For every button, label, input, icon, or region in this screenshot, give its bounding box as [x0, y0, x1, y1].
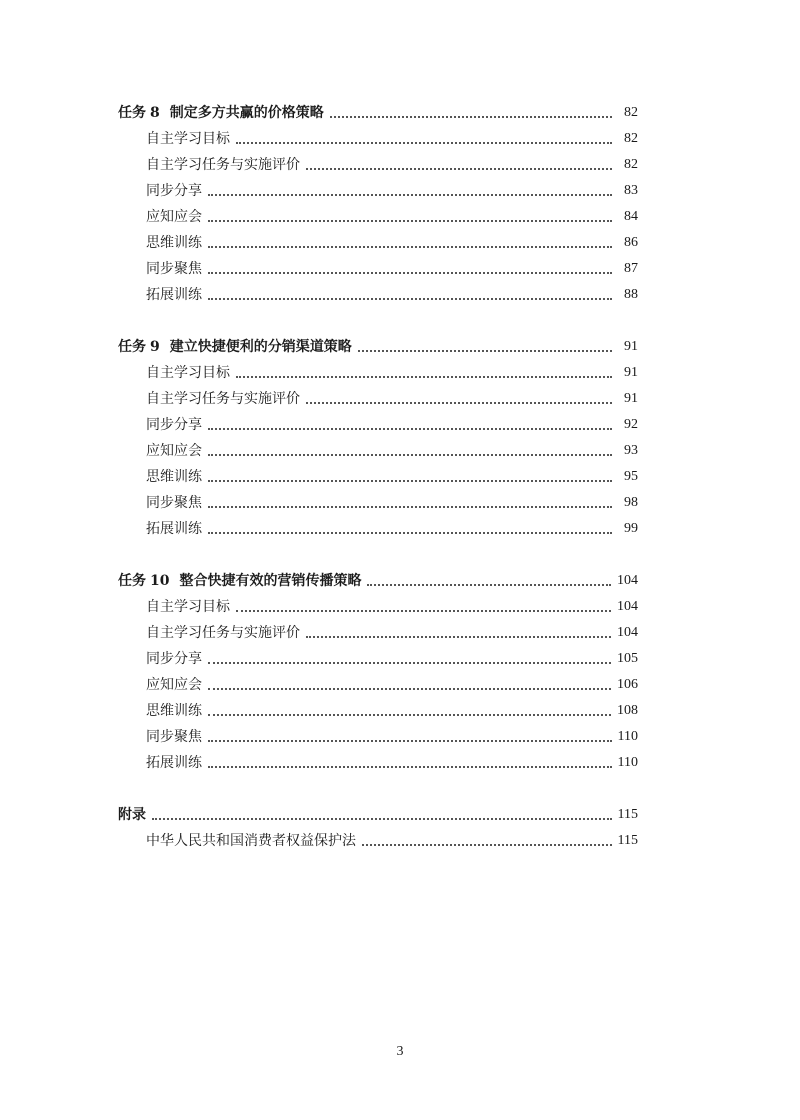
- chapter-label: 任务: [118, 573, 146, 589]
- entry-title: 同步分享: [146, 417, 202, 433]
- toc-section: [118, 334, 638, 542]
- chapter-label: 任务: [118, 339, 146, 355]
- entry-page-number: 106: [617, 677, 638, 692]
- dot-leader: [367, 583, 611, 586]
- dot-leader: [208, 245, 612, 248]
- dot-leader: [306, 635, 611, 638]
- toc-entry[interactable]: [118, 620, 638, 646]
- entry-page-number: 83: [624, 183, 638, 198]
- entry-title: 自主学习任务与实施评价: [146, 625, 300, 641]
- entry-page-number: 82: [624, 131, 638, 146]
- entry-page-number: 115: [617, 833, 638, 848]
- toc-entry[interactable]: [118, 490, 638, 516]
- chapter-page-number: 104: [617, 573, 638, 588]
- entry-page-number: 91: [624, 365, 638, 380]
- entry-title: 思维训练: [146, 703, 202, 719]
- dot-leader: [358, 349, 612, 352]
- chapter-title: 制定多方共赢的价格策略: [169, 105, 324, 121]
- entry-title: 拓展训练: [146, 755, 202, 771]
- entry-page-number: 104: [617, 625, 638, 640]
- toc-entry[interactable]: [118, 464, 638, 490]
- toc-entry[interactable]: [118, 750, 638, 776]
- dot-leader: [208, 271, 612, 274]
- toc-entry[interactable]: [118, 828, 638, 854]
- dot-leader: [208, 297, 612, 300]
- chapter-number: 8: [150, 105, 160, 121]
- entry-page-number: 95: [624, 469, 638, 484]
- dot-leader: [152, 817, 612, 820]
- toc-entry[interactable]: [118, 646, 638, 672]
- entry-page-number: 110: [617, 729, 638, 744]
- toc-entry[interactable]: [118, 256, 638, 282]
- dot-leader: [208, 453, 612, 456]
- dot-leader: [208, 765, 612, 768]
- chapter-title: 建立快捷便利的分销渠道策略: [169, 339, 352, 355]
- entry-title: 拓展训练: [146, 521, 202, 537]
- chapter-label: 任务: [118, 105, 146, 121]
- toc-entry[interactable]: [118, 438, 638, 464]
- entry-title: 应知应会: [146, 443, 202, 459]
- dot-leader: [208, 427, 612, 430]
- chapter-number: 9: [150, 339, 160, 355]
- toc-entry[interactable]: [118, 698, 638, 724]
- entry-title: 应知应会: [146, 677, 202, 693]
- toc-entry[interactable]: [118, 126, 638, 152]
- entry-title: 同步分享: [146, 651, 202, 667]
- toc-entry[interactable]: [118, 386, 638, 412]
- dot-leader: [208, 219, 612, 222]
- chapter-label: 附录: [118, 807, 146, 823]
- toc-chapter-entry[interactable]: [118, 334, 638, 360]
- entry-title: 应知应会: [146, 209, 202, 225]
- dot-leader: [208, 687, 611, 690]
- toc-entry[interactable]: [118, 282, 638, 308]
- dot-leader: [236, 375, 612, 378]
- dot-leader: [306, 167, 612, 170]
- dot-leader: [208, 479, 612, 482]
- toc-entry[interactable]: [118, 724, 638, 750]
- entry-title: 中华人民共和国消费者权益保护法: [146, 833, 356, 849]
- dot-leader: [208, 193, 612, 196]
- dot-leader: [306, 401, 612, 404]
- entry-title: 思维训练: [146, 469, 202, 485]
- entry-page-number: 105: [617, 651, 638, 666]
- entry-title: 自主学习任务与实施评价: [146, 157, 300, 173]
- entry-title: 自主学习任务与实施评价: [146, 391, 300, 407]
- toc-entry[interactable]: [118, 672, 638, 698]
- entry-title: 思维训练: [146, 235, 202, 251]
- toc-entry[interactable]: [118, 152, 638, 178]
- entry-page-number: 82: [624, 157, 638, 172]
- entry-page-number: 87: [624, 261, 638, 276]
- toc-entry[interactable]: [118, 516, 638, 542]
- entry-page-number: 104: [617, 599, 638, 614]
- chapter-page-number: 115: [617, 807, 638, 822]
- dot-leader: [208, 505, 612, 508]
- toc-entry[interactable]: [118, 204, 638, 230]
- entry-title: 同步聚焦: [146, 729, 202, 745]
- entry-page-number: 91: [624, 391, 638, 406]
- entry-title: 同步分享: [146, 183, 202, 199]
- entry-title: 拓展训练: [146, 287, 202, 303]
- entry-title: 自主学习目标: [146, 131, 230, 147]
- toc-entry[interactable]: [118, 594, 638, 620]
- dot-leader: [330, 115, 612, 118]
- entry-page-number: 92: [624, 417, 638, 432]
- entry-page-number: 99: [624, 521, 638, 536]
- toc-section: [118, 802, 638, 854]
- dot-leader: [362, 843, 612, 846]
- dot-leader: [208, 739, 612, 742]
- dot-leader: [236, 141, 612, 144]
- entry-page-number: 86: [624, 235, 638, 250]
- entry-title: 自主学习目标: [146, 599, 230, 615]
- entry-title: 自主学习目标: [146, 365, 230, 381]
- entry-page-number: 98: [624, 495, 638, 510]
- toc-entry[interactable]: [118, 360, 638, 386]
- toc-chapter-entry[interactable]: [118, 802, 638, 828]
- toc-chapter-entry[interactable]: [118, 100, 638, 126]
- entry-page-number: 110: [617, 755, 638, 770]
- toc-entry[interactable]: [118, 230, 638, 256]
- table-of-contents: [118, 100, 638, 880]
- entry-page-number: 84: [624, 209, 638, 224]
- toc-section: [118, 568, 638, 776]
- dot-leader: [236, 609, 611, 612]
- chapter-page-number: 82: [624, 105, 638, 120]
- entry-title: 同步聚焦: [146, 495, 202, 511]
- chapter-number: 10: [150, 573, 170, 589]
- entry-page-number: 88: [624, 287, 638, 302]
- page-number: 3: [396, 1044, 404, 1059]
- chapter-page-number: 91: [624, 339, 638, 354]
- toc-entry[interactable]: [118, 178, 638, 204]
- entry-page-number: 93: [624, 443, 638, 458]
- dot-leader: [208, 661, 611, 664]
- entry-title: 同步聚焦: [146, 261, 202, 277]
- chapter-title: 整合快捷有效的营销传播策略: [179, 573, 362, 589]
- entry-page-number: 108: [617, 703, 638, 718]
- toc-section: [118, 100, 638, 308]
- toc-chapter-entry[interactable]: [118, 568, 638, 594]
- toc-entry[interactable]: [118, 412, 638, 438]
- dot-leader: [208, 531, 612, 534]
- dot-leader: [208, 713, 611, 716]
